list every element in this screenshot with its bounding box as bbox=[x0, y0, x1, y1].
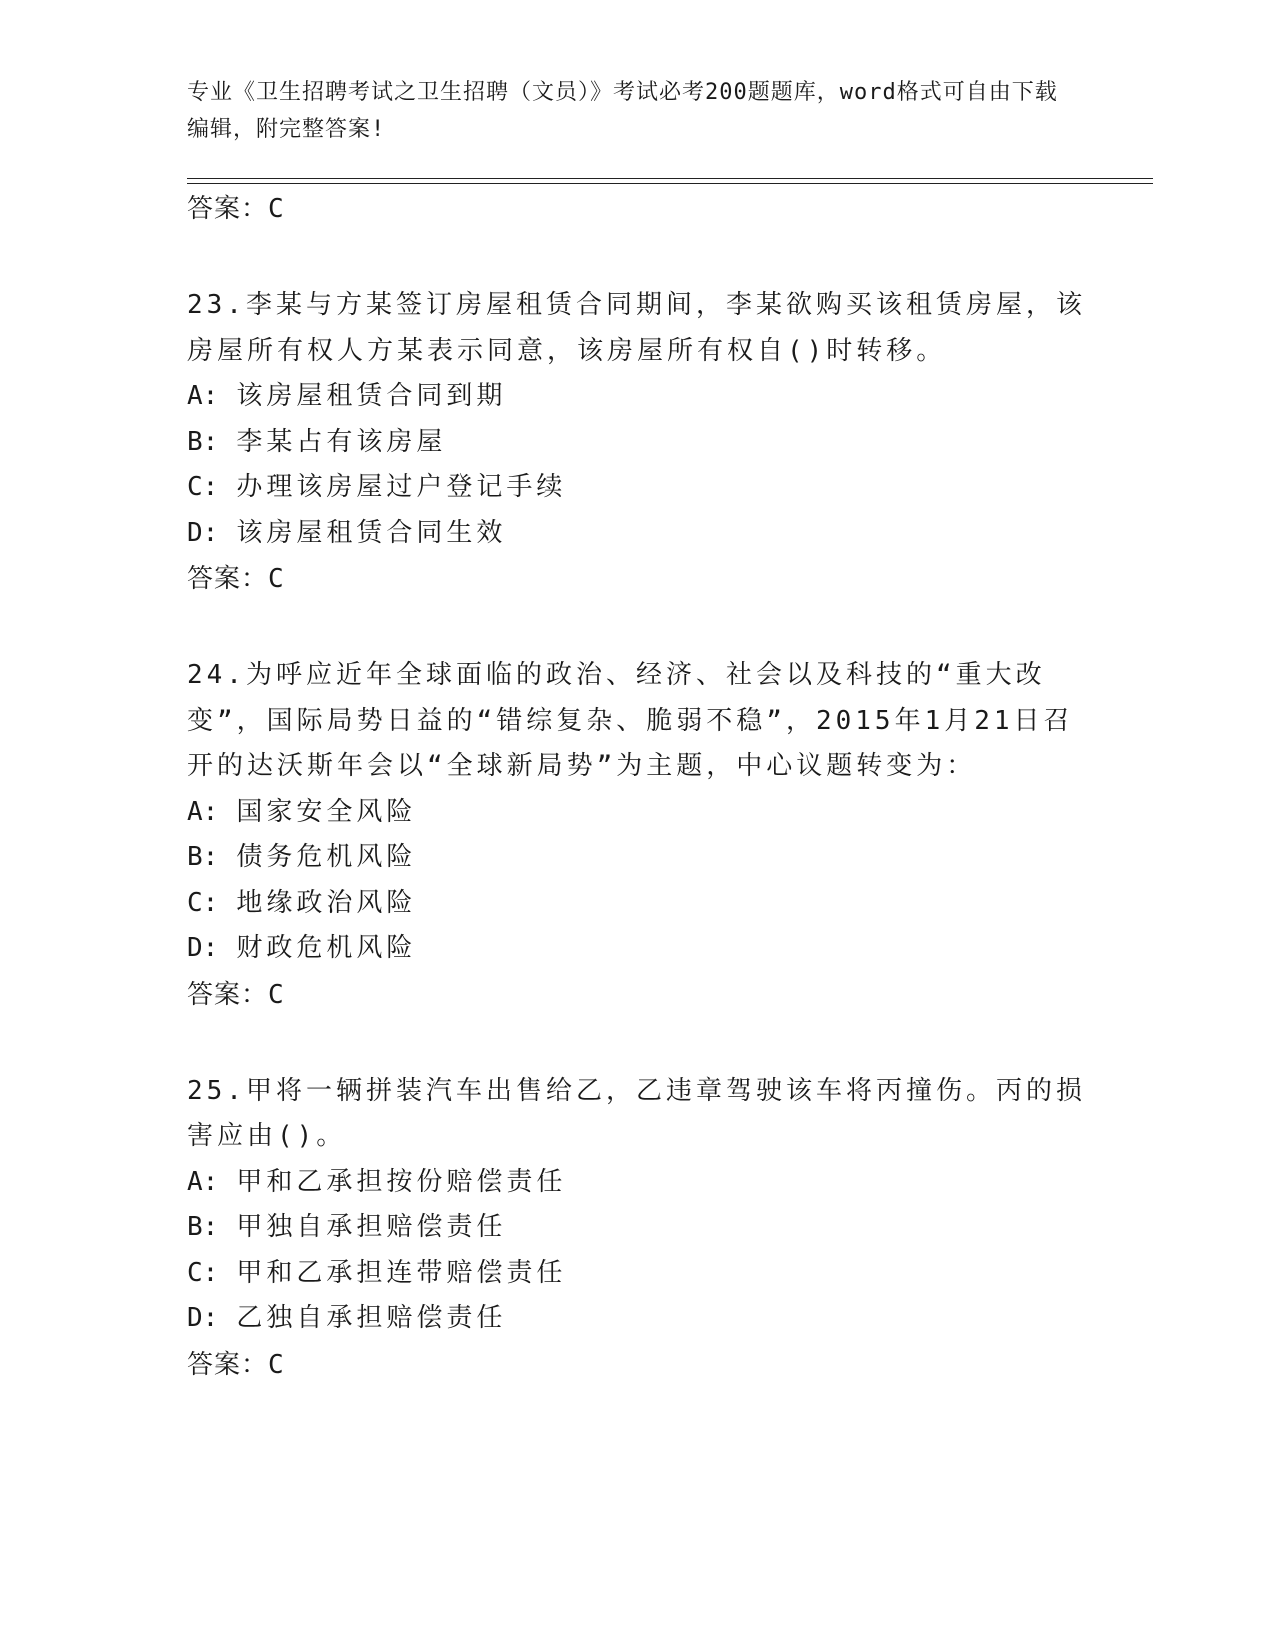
answer: 答案：C bbox=[187, 564, 285, 594]
option-key: D: bbox=[187, 517, 219, 548]
option-c bbox=[187, 881, 1087, 927]
question-stem: 25.甲将一辆拼装汽车出售给乙，乙违章驾驶该车将丙撞伤。丙的损害应由()。 bbox=[187, 1075, 1086, 1151]
option-text: 地缘政治风险 bbox=[236, 887, 417, 918]
option-key: B: bbox=[187, 1212, 219, 1242]
option-text: 办理该房屋过户登记手续 bbox=[236, 472, 567, 502]
option-c bbox=[187, 465, 1087, 511]
option-text: 财政危机风险 bbox=[236, 933, 417, 963]
option-key: C: bbox=[187, 1257, 219, 1288]
option-d bbox=[187, 511, 1087, 557]
question-23 bbox=[187, 283, 1087, 602]
option-text: 李某占有该房屋 bbox=[236, 426, 447, 457]
option-d bbox=[187, 926, 1087, 972]
option-key: B: bbox=[187, 842, 219, 872]
header-rule-bottom bbox=[187, 183, 1153, 184]
option-a bbox=[187, 374, 1087, 420]
option-b bbox=[187, 420, 1087, 466]
option-text: 该房屋租赁合同到期 bbox=[236, 381, 507, 411]
question-stem: 24.为呼应近年全球面临的政治、经济、社会以及科技的“重大改变”，国际局势日益的“错综复杂、脆弱不稳”，2015年1月21日召开的达沃斯年会以“全球新局势”为主题，中心议题转变为： bbox=[187, 660, 1074, 781]
option-text: 甲独自承担赔偿责任 bbox=[236, 1212, 507, 1242]
document-header: 专业《卫生招聘考试之卫生招聘（文员）》考试必考200题题库，word格式可自由下载编辑，附完整答案! bbox=[187, 80, 1058, 142]
option-key: C: bbox=[187, 887, 219, 918]
option-b bbox=[187, 1205, 1087, 1251]
option-key: D: bbox=[187, 1303, 219, 1333]
option-c bbox=[187, 1251, 1087, 1297]
option-a bbox=[187, 1160, 1087, 1206]
question-stem: 23.李某与方某签订房屋租赁合同期间，李某欲购买该租赁房屋，该房屋所有权人方某表示同意，该房屋所有权自()时转移。 bbox=[187, 290, 1086, 366]
question-25 bbox=[187, 1069, 1087, 1388]
option-text: 国家安全风险 bbox=[236, 796, 417, 827]
option-b bbox=[187, 835, 1087, 881]
option-key: A: bbox=[187, 1166, 219, 1197]
option-key: A: bbox=[187, 796, 219, 827]
question-list bbox=[187, 186, 1087, 1388]
previous-answer: 答案：C bbox=[187, 194, 285, 224]
option-key: A: bbox=[187, 381, 219, 411]
option-text: 乙独自承担赔偿责任 bbox=[236, 1303, 507, 1333]
option-d bbox=[187, 1296, 1087, 1342]
option-a bbox=[187, 790, 1087, 836]
question-24 bbox=[187, 653, 1087, 1018]
answer: 答案：C bbox=[187, 1349, 285, 1380]
option-text: 该房屋租赁合同生效 bbox=[236, 517, 507, 548]
header-rule-top bbox=[187, 178, 1153, 179]
option-key: D: bbox=[187, 933, 219, 963]
option-key: C: bbox=[187, 472, 219, 502]
option-text: 债务危机风险 bbox=[236, 842, 417, 872]
option-key: B: bbox=[187, 426, 219, 457]
option-text: 甲和乙承担连带赔偿责任 bbox=[236, 1257, 567, 1288]
option-text: 甲和乙承担按份赔偿责任 bbox=[236, 1166, 567, 1197]
answer: 答案：C bbox=[187, 979, 285, 1010]
